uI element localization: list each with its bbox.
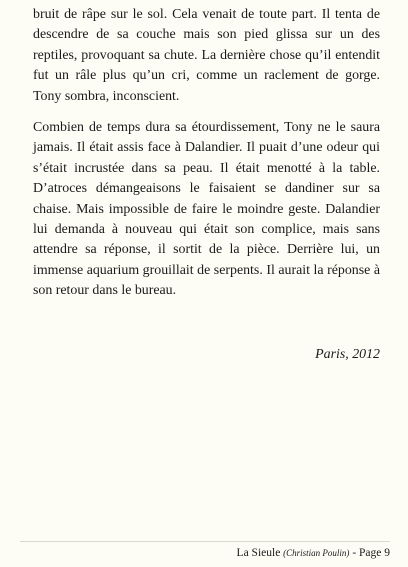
paragraph-2: Combien de temps dura sa étourdissement, Tony ne le saura jamais. Il était assis face à Dalandier. Il puait d’une odeur qui s’était incrustée dans sa peau. Il était menotté à la table. D’atroces démangeaisons le faisaient se dandiner sur sa chaise. Mais impossible de faire le moindre geste. Dalandier lui demanda à nouveau qui était son complice, mais sans attendre sa réponse, il sortit de la pièce. Derrière lui, un immense aquarium grouillait de serpents. Il aurait la réponse à son retour dans le bureau. xyxy=(33,120,380,299)
paragraph-1: bruit de râpe sur le sol. Cela venait de toute part. Il tenta de descendre de sa couche mais son pied glissa sur un des reptiles, provoquant sa chute. La dernière chose qu’il entendit fut un râle plus qu’un cri, comme un raclement de gorge. Tony sombra, inconscient. xyxy=(33,7,380,104)
footer-author: (Christian Poulin) xyxy=(283,548,350,558)
footer-divider xyxy=(20,541,390,542)
signature-place-date: Paris, 2012 xyxy=(315,347,380,362)
page-footer xyxy=(237,545,390,561)
page-body xyxy=(33,5,380,302)
footer-book-title: La Sieule xyxy=(236,547,281,559)
footer-page-number: - Page 9 xyxy=(352,547,390,559)
